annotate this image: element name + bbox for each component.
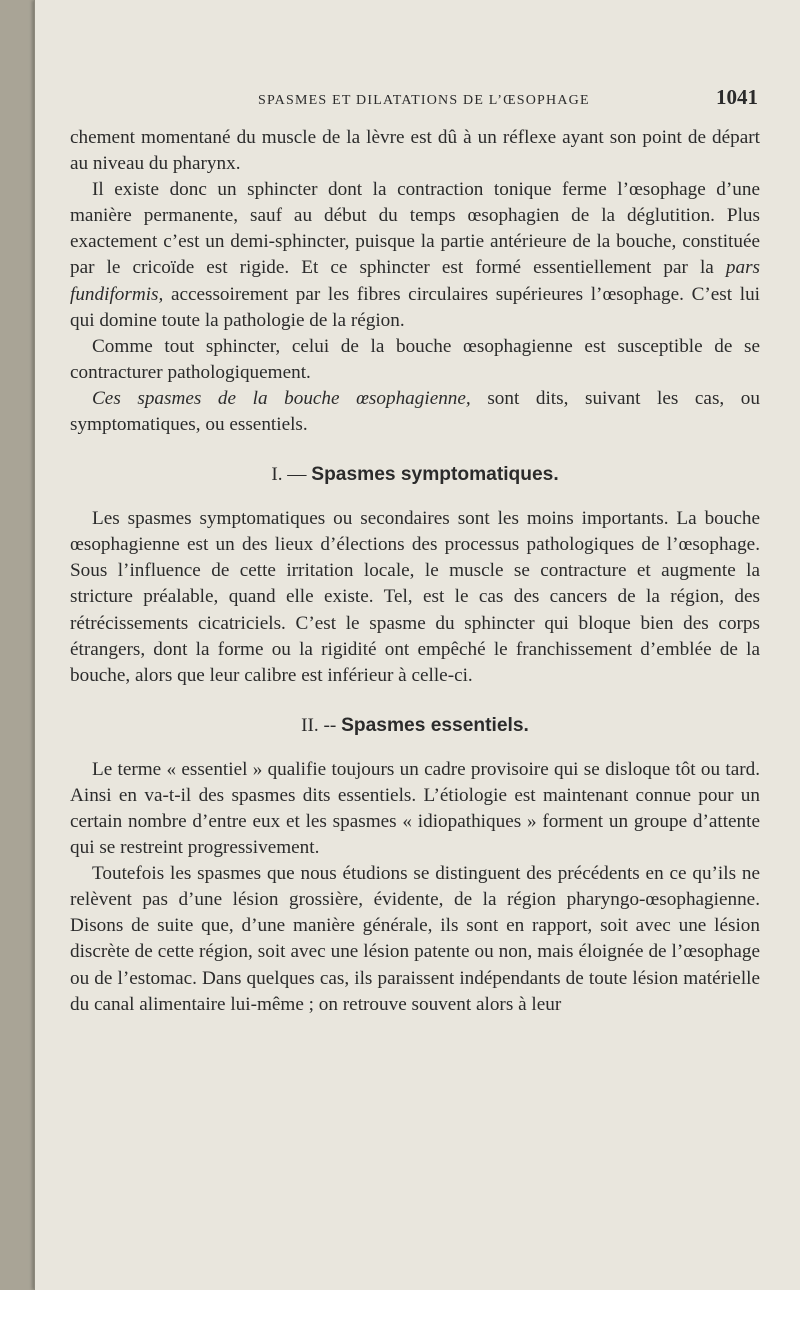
intro-paragraph-4 [70, 386, 760, 438]
intro-paragraph-3 [70, 334, 760, 386]
section-2-p1-text: Le terme « essentiel » qualifie toujours un cadre provisoire qui se disloque tôt ou tard. Ainsi en va-t-il des spasmes dits essentiels. L’étiologie est maintenant connue pour un certain nombre d’entre eux et les spasmes « idiopathiques » forment un groupe d’attente qui se restreint progressivement. [70, 758, 760, 859]
intro-p2-end: accessoirement par les fibres circulaires supérieures l’œsophage. C’est lui qui domine toute la pathologie de la région. [70, 283, 760, 331]
section-2-title: Spasmes essentiels. [341, 714, 529, 736]
section-1-number: I. — [271, 464, 307, 486]
section-1-title: Spasmes symptomatiques. [311, 464, 559, 486]
intro-paragraph-2 [70, 177, 760, 334]
section-2-paragraph-1 [70, 757, 760, 861]
section-1-p1-text: Les spasmes symptomatiques ou secondaires sont les moins importants. La bouche œsophagienne est un des lieux d’élections des processus pathologiques de l’œsophage. Sous l’influence de cette irritation locale, le muscle se contracture et augmente la stricture préalable, quand elle existe. Tel, est le cas des cancers de la région, des rétrécissements cicatriciels. C’est le spasme du sphincter qui bloque bien des corps étrangers, dont la forme ou la rigidité ont empêché le franchissement d’emblée de la bouche, alors que leur calibre est inférieur à celle-ci. [70, 508, 760, 686]
intro-p2-text: Il existe donc un sphincter dont la contraction tonique ferme l’œsophage d’une manière permanente, sauf au début du temps œsophagien de la déglutition. Plus exactement c’est un demi-sphincter, puisque la partie antérieure de la bouche, constituée par le cricoïde est rigide. Et ce sphincter est formé essentiellement par la [70, 179, 760, 279]
intro-paragraph-1 [70, 125, 760, 177]
intro-p3-text: Comme tout sphincter, celui de la bouche œsophagienne est susceptible de se contracturer pathologiquement. [70, 335, 760, 383]
section-2-p2-text: Toutefois les spasmes que nous étudions se distinguent des précédents en ce qu’ils ne relèvent pas d’une lésion grossière, évidente, de la région pharyngo-œsophagienne. Disons de suite que, d’une manière générale, ils sont en rapport, soit avec une lésion discrète de cette région, soit avec une lésion patente ou non, mais éloignée de l’œsophage ou de l’estomac. Dans quelques cas, ils paraissent indépendants de toute lésion matérielle du canal alimentaire lui-même ; on retrouve souvent alors à leur [70, 863, 760, 1015]
page-number: 1041 [716, 85, 758, 109]
intro-p4-end: sont dits, suivant les cas, ou symptomatiques, ou essentiels. [70, 387, 760, 436]
intro-p4-italic: Ces spasmes de la bouche œsophagienne, [92, 387, 471, 409]
section-2-paragraph-2 [70, 861, 760, 1018]
intro-p1-text: chement momentané du muscle de la lèvre est dû à un réflexe ayant son point de départ au niveau du pharynx. [70, 127, 760, 175]
section-1-paragraph-1 [70, 506, 760, 689]
intro-p2-italic: pars fundiformis, [70, 257, 760, 305]
running-title: SPASMES ET DILATATIONS DE L’ŒSOPHAGE [258, 93, 590, 108]
running-header [70, 85, 760, 125]
section-2-number: II. -- [301, 714, 337, 736]
section-1-heading [70, 464, 760, 486]
page-bottom-margin [0, 1290, 800, 1317]
section-2-heading [70, 715, 760, 737]
page-content [70, 85, 760, 1018]
